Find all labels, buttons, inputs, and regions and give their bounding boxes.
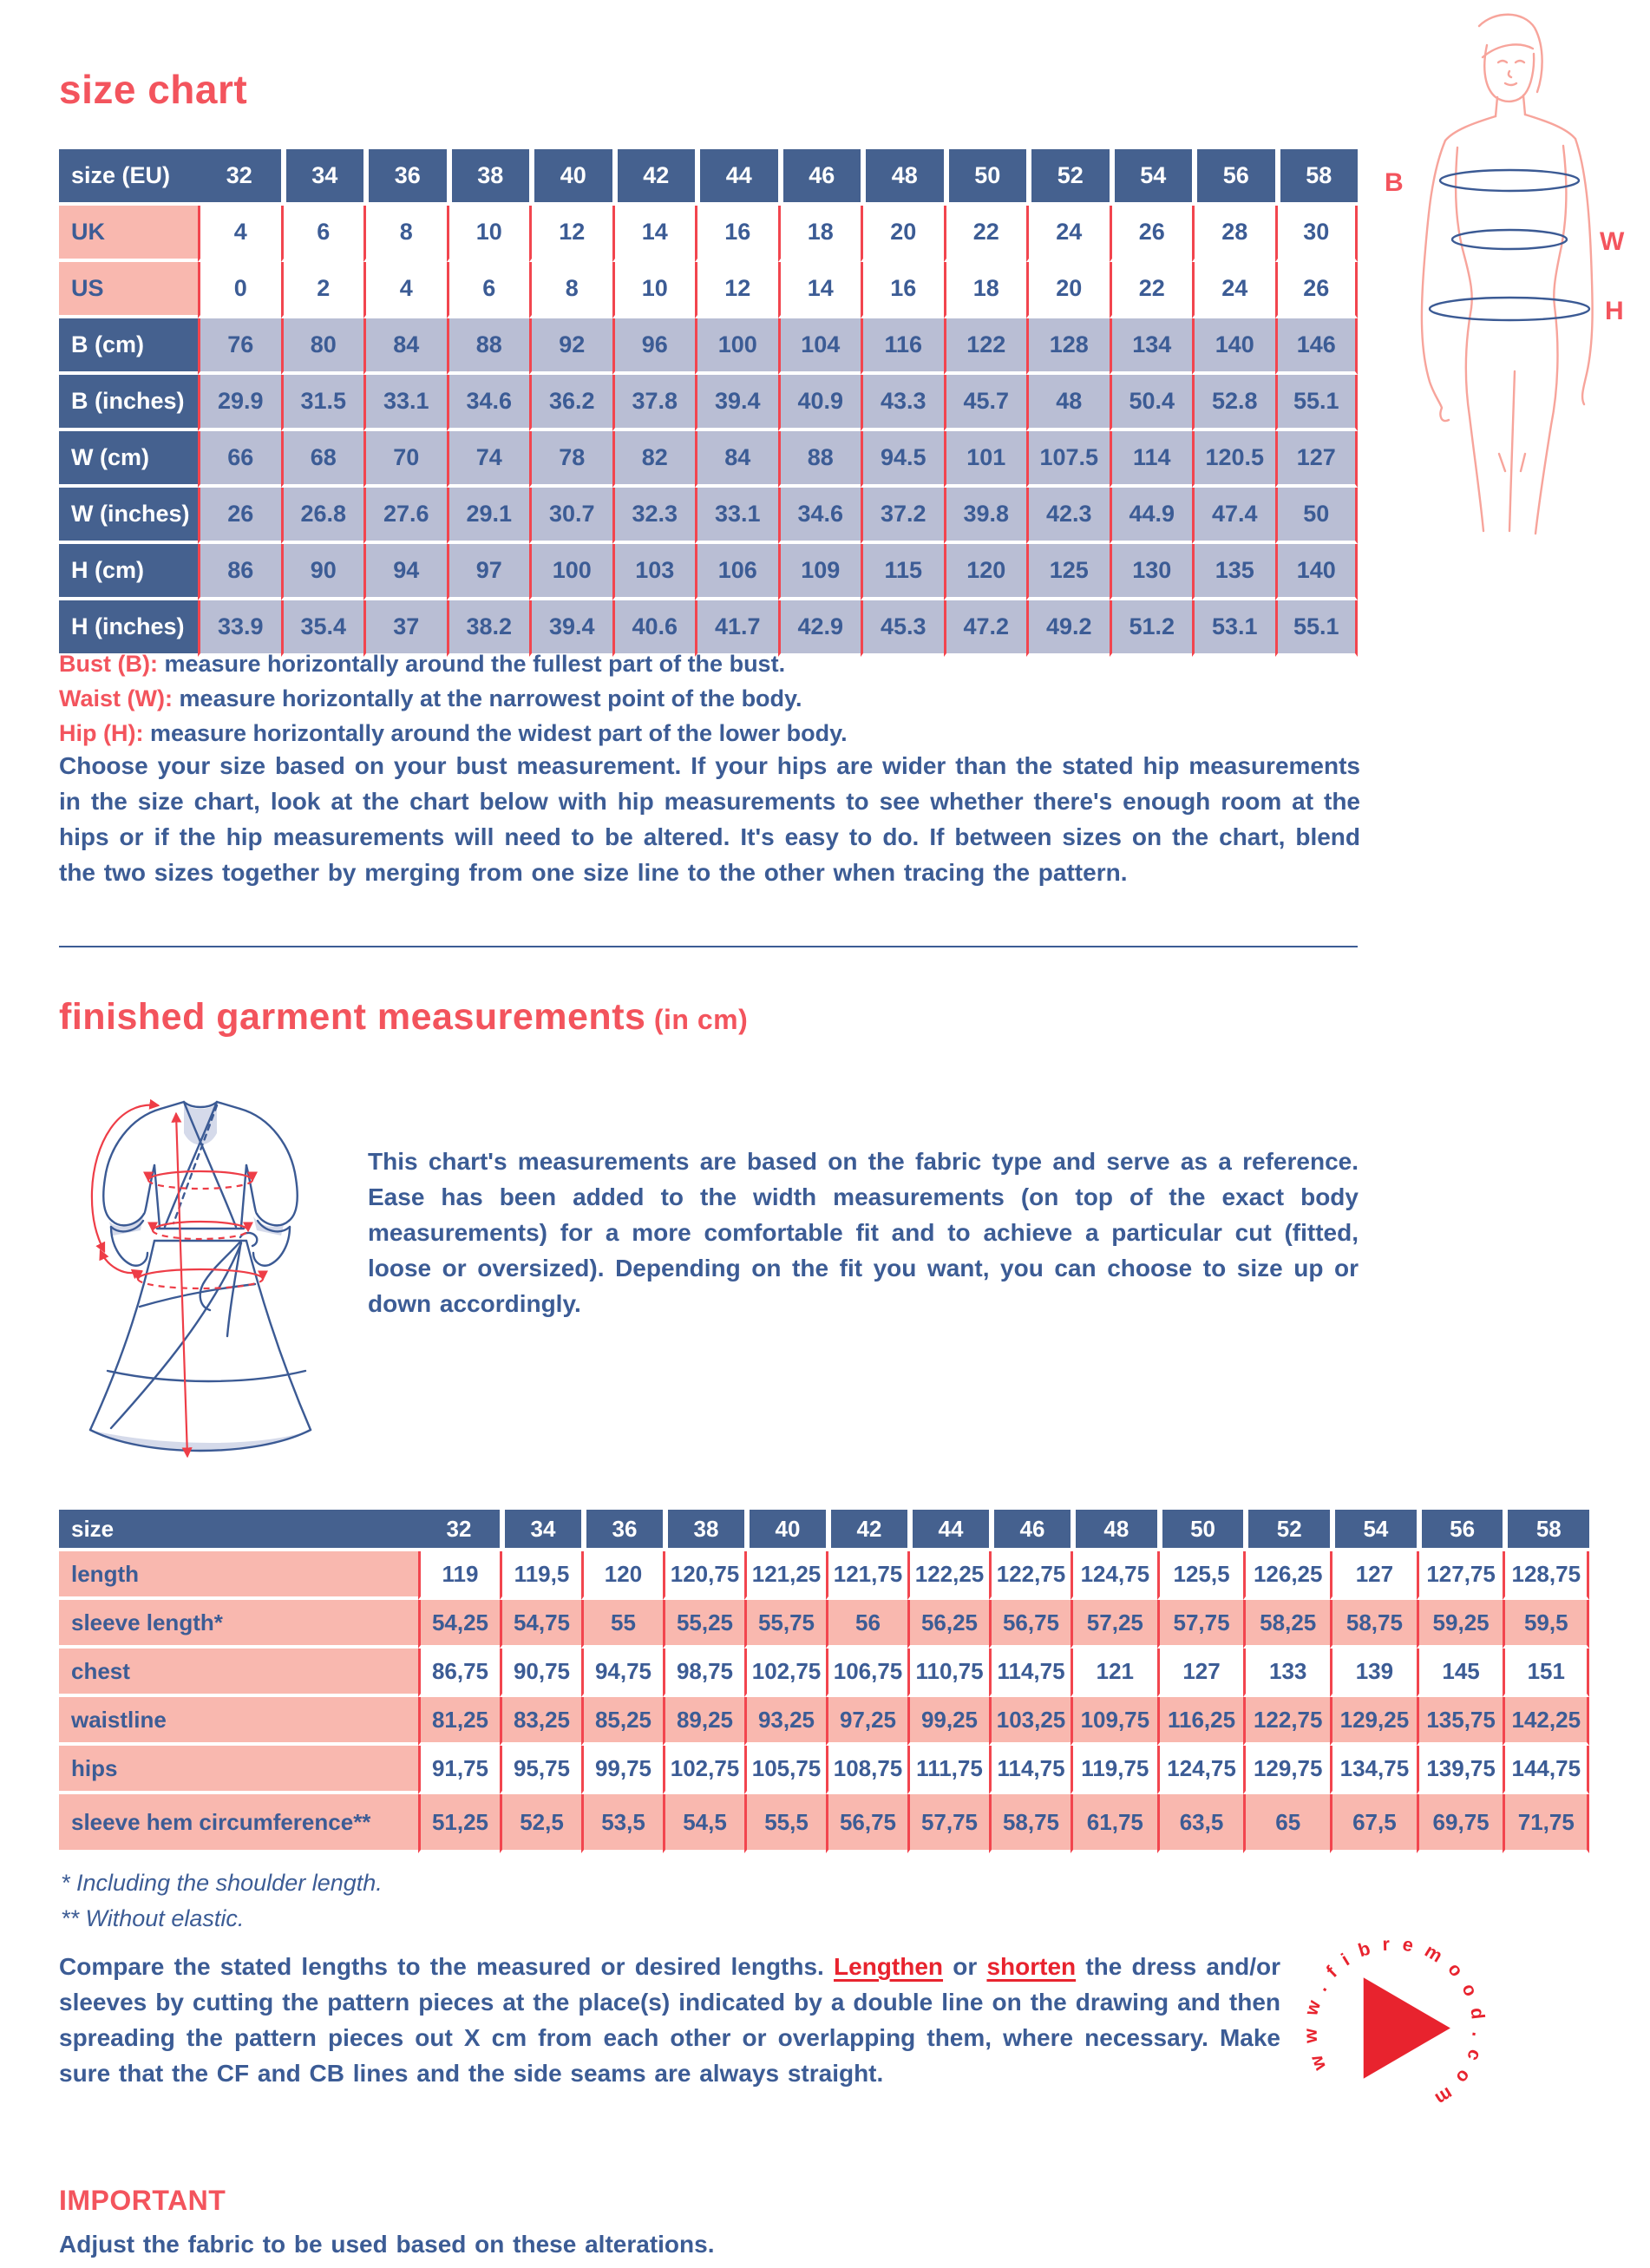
table-cell: 128,75 bbox=[1503, 1551, 1589, 1600]
table-cell: 36.2 bbox=[529, 375, 612, 431]
table-cell: 53,5 bbox=[581, 1794, 663, 1853]
table-cell: 100 bbox=[529, 544, 612, 600]
table-cell: 90,75 bbox=[500, 1649, 581, 1697]
table-cell: 94,75 bbox=[581, 1649, 663, 1697]
table-cell: 55,5 bbox=[744, 1794, 826, 1853]
table-cell: 26 bbox=[1110, 206, 1193, 262]
table-cell: 30 bbox=[1275, 206, 1359, 262]
table-row bbox=[59, 1794, 1589, 1853]
table-cell: 54,75 bbox=[500, 1600, 581, 1649]
table-cell: 37.2 bbox=[861, 488, 944, 544]
table-cell: 145 bbox=[1417, 1649, 1503, 1697]
size-column-header: 36 bbox=[363, 149, 447, 206]
table-cell: 81,25 bbox=[418, 1697, 500, 1746]
table-row bbox=[59, 1746, 1589, 1794]
table-cell: 57,75 bbox=[907, 1794, 989, 1853]
table-cell: 55,25 bbox=[663, 1600, 744, 1649]
legend-term: Waist (W): bbox=[59, 685, 173, 711]
table-cell: 86 bbox=[198, 544, 281, 600]
table-cell: 100 bbox=[695, 318, 778, 375]
table-cell: 58,75 bbox=[1330, 1600, 1417, 1649]
table-cell: 50 bbox=[1275, 488, 1359, 544]
table-cell: 121,75 bbox=[826, 1551, 907, 1600]
table-cell: 110,75 bbox=[907, 1649, 989, 1697]
size-column-header: 42 bbox=[826, 1510, 907, 1551]
table-cell: 16 bbox=[861, 262, 944, 318]
table-row bbox=[59, 488, 1358, 544]
table-cell: 57,75 bbox=[1157, 1600, 1244, 1649]
table-footnotes bbox=[61, 1865, 383, 1937]
table-cell: 139,75 bbox=[1417, 1746, 1503, 1794]
table-cell: 12 bbox=[695, 262, 778, 318]
footnote-elastic: ** Without elastic. bbox=[61, 1905, 245, 1931]
row-label: hips bbox=[59, 1746, 418, 1794]
table-cell: 33.1 bbox=[695, 488, 778, 544]
table-cell: 124,75 bbox=[1157, 1746, 1244, 1794]
table-cell: 54,25 bbox=[418, 1600, 500, 1649]
table-cell: 127,75 bbox=[1417, 1551, 1503, 1600]
table-cell: 126,25 bbox=[1243, 1551, 1330, 1600]
table-cell: 111,75 bbox=[907, 1746, 989, 1794]
table-cell: 24 bbox=[1026, 206, 1110, 262]
table-cell: 116 bbox=[861, 318, 944, 375]
row-label: length bbox=[59, 1551, 418, 1600]
table-cell: 34.6 bbox=[778, 488, 861, 544]
table-cell: 140 bbox=[1192, 318, 1275, 375]
legend-text: measure horizontally around the fullest part of the bust. bbox=[157, 651, 786, 677]
table-cell: 94.5 bbox=[861, 431, 944, 488]
table-cell: 28 bbox=[1192, 206, 1275, 262]
table-row bbox=[59, 1697, 1589, 1746]
table-cell: 45.7 bbox=[944, 375, 1027, 431]
important-text: Adjust the fabric to be used based on these alterations. bbox=[59, 2231, 715, 2258]
table-cell: 120,75 bbox=[663, 1551, 744, 1600]
size-column-header: 54 bbox=[1110, 149, 1193, 206]
dress-shading bbox=[90, 1104, 311, 1452]
table-cell: 135 bbox=[1192, 544, 1275, 600]
table-cell: 24 bbox=[1192, 262, 1275, 318]
table-cell: 101 bbox=[944, 431, 1027, 488]
table-row bbox=[59, 1551, 1589, 1600]
table-cell: 99,25 bbox=[907, 1697, 989, 1746]
table-cell: 65 bbox=[1243, 1794, 1330, 1853]
table-cell: 56,75 bbox=[826, 1794, 907, 1853]
table-cell: 120 bbox=[581, 1551, 663, 1600]
table-cell: 127 bbox=[1330, 1551, 1417, 1600]
table-cell: 74 bbox=[447, 431, 530, 488]
table-cell: 56,75 bbox=[989, 1600, 1071, 1649]
table-cell: 37.8 bbox=[612, 375, 696, 431]
table-cell: 52,5 bbox=[500, 1794, 581, 1853]
table-cell: 4 bbox=[198, 206, 281, 262]
table-cell: 88 bbox=[447, 318, 530, 375]
table-cell: 52.8 bbox=[1192, 375, 1275, 431]
footnote-shoulder: * Including the shoulder length. bbox=[61, 1870, 383, 1896]
table-cell: 89,25 bbox=[663, 1697, 744, 1746]
table-cell: 29.1 bbox=[447, 488, 530, 544]
legend-term: Bust (B): bbox=[59, 651, 158, 677]
table-cell: 66 bbox=[198, 431, 281, 488]
table-cell: 34.6 bbox=[447, 375, 530, 431]
row-label: H (cm) bbox=[59, 544, 198, 600]
row-label: H (inches) bbox=[59, 600, 198, 657]
table-cell: 18 bbox=[778, 206, 861, 262]
table-cell: 127 bbox=[1275, 431, 1359, 488]
garment-measurements-table bbox=[59, 1510, 1589, 1853]
table-cell: 42.3 bbox=[1026, 488, 1110, 544]
table-cell: 69,75 bbox=[1417, 1794, 1503, 1853]
table-cell: 12 bbox=[529, 206, 612, 262]
table-cell: 76 bbox=[198, 318, 281, 375]
table-cell: 39.4 bbox=[529, 600, 612, 657]
finished-garment-title-unit: (in cm) bbox=[645, 1004, 749, 1035]
highlighted-word: Lengthen bbox=[834, 1953, 944, 1980]
table-header-row bbox=[59, 149, 1358, 206]
size-column-header: 48 bbox=[861, 149, 944, 206]
table-cell: 142,25 bbox=[1503, 1697, 1589, 1746]
size-column-header: 32 bbox=[418, 1510, 500, 1551]
table-cell: 68 bbox=[281, 431, 364, 488]
table-cell: 106 bbox=[695, 544, 778, 600]
table-header-label: size bbox=[59, 1510, 418, 1551]
table-cell: 51,25 bbox=[418, 1794, 500, 1853]
table-cell: 134 bbox=[1110, 318, 1193, 375]
table-cell: 84 bbox=[695, 431, 778, 488]
row-label: US bbox=[59, 262, 198, 318]
table-cell: 30.7 bbox=[529, 488, 612, 544]
table-cell: 115 bbox=[861, 544, 944, 600]
table-cell: 71,75 bbox=[1503, 1794, 1589, 1853]
legend-line-hip bbox=[59, 716, 848, 751]
size-column-header: 44 bbox=[907, 1510, 989, 1551]
table-cell: 97,25 bbox=[826, 1697, 907, 1746]
logo-url-text: www.fibremood.com bbox=[1300, 1933, 1490, 2116]
row-label: B (inches) bbox=[59, 375, 198, 431]
dress-outline bbox=[90, 1102, 311, 1451]
table-cell: 63,5 bbox=[1157, 1794, 1244, 1853]
table-cell: 57,25 bbox=[1071, 1600, 1157, 1649]
table-cell: 93,25 bbox=[744, 1697, 826, 1746]
size-column-header: 46 bbox=[989, 1510, 1071, 1551]
table-cell: 98,75 bbox=[663, 1649, 744, 1697]
table-cell: 14 bbox=[778, 262, 861, 318]
table-cell: 99,75 bbox=[581, 1746, 663, 1794]
dress-measure-arrows bbox=[92, 1105, 263, 1456]
table-cell: 47.2 bbox=[944, 600, 1027, 657]
table-cell: 122,25 bbox=[907, 1551, 989, 1600]
table-cell: 35.4 bbox=[281, 600, 364, 657]
table-cell: 119 bbox=[418, 1551, 500, 1600]
table-cell: 55.1 bbox=[1275, 600, 1359, 657]
table-cell: 134,75 bbox=[1330, 1746, 1417, 1794]
table-row bbox=[59, 262, 1358, 318]
table-cell: 121 bbox=[1071, 1649, 1157, 1697]
table-cell: 26.8 bbox=[281, 488, 364, 544]
choose-size-paragraph: Choose your size based on your bust measurement. If your hips are wider than the stated hip measurements in the size chart, look at the chart below with hip measurements to see whether there's enough room at the hips or if the hip measurements will need to be altered. It's easy to do. If between sizes on the chart, blend the two sizes together by merging from one size line to the other when tracing the pattern. bbox=[59, 752, 1360, 886]
table-cell: 139 bbox=[1330, 1649, 1417, 1697]
table-cell: 109,75 bbox=[1071, 1697, 1157, 1746]
table-cell: 91,75 bbox=[418, 1746, 500, 1794]
table-cell: 125,5 bbox=[1157, 1551, 1244, 1600]
table-cell: 103,25 bbox=[989, 1697, 1071, 1746]
table-cell: 107.5 bbox=[1026, 431, 1110, 488]
table-cell: 45.3 bbox=[861, 600, 944, 657]
table-cell: 26 bbox=[1275, 262, 1359, 318]
table-cell: 114 bbox=[1110, 431, 1193, 488]
size-column-header: 32 bbox=[198, 149, 281, 206]
legend-term: Hip (H): bbox=[59, 720, 144, 746]
table-row bbox=[59, 544, 1358, 600]
text-segment: the dress and/or sleeves by cutting the pattern pieces at the place(s) indicated by a double line on the drawing and then spreading the pattern pieces out X cm from each other or overlapping them, where necessary. Make sure that the CF and CB lines and the side seams are always straight. bbox=[59, 1953, 1280, 2087]
table-cell: 105,75 bbox=[744, 1746, 826, 1794]
size-column-header: 34 bbox=[500, 1510, 581, 1551]
size-column-header: 34 bbox=[281, 149, 364, 206]
table-cell: 124,75 bbox=[1071, 1551, 1157, 1600]
table-cell: 94 bbox=[363, 544, 447, 600]
size-column-header: 38 bbox=[447, 149, 530, 206]
table-cell: 18 bbox=[944, 262, 1027, 318]
waist-label: W bbox=[1600, 227, 1625, 256]
table-cell: 39.8 bbox=[944, 488, 1027, 544]
hip-label: H bbox=[1605, 297, 1624, 325]
woman-outline bbox=[1422, 15, 1593, 534]
table-cell: 92 bbox=[529, 318, 612, 375]
table-cell: 88 bbox=[778, 431, 861, 488]
table-cell: 103 bbox=[612, 544, 696, 600]
compare-lengths-paragraph bbox=[59, 1949, 1280, 2091]
highlighted-word: shorten bbox=[986, 1953, 1077, 1980]
size-column-header: 38 bbox=[663, 1510, 744, 1551]
table-cell: 80 bbox=[281, 318, 364, 375]
table-cell: 48 bbox=[1026, 375, 1110, 431]
table-cell: 55,75 bbox=[744, 1600, 826, 1649]
table-cell: 67,5 bbox=[1330, 1794, 1417, 1853]
table-cell: 41.7 bbox=[695, 600, 778, 657]
table-cell: 70 bbox=[363, 431, 447, 488]
text-segment: or bbox=[943, 1953, 987, 1980]
table-cell: 128 bbox=[1026, 318, 1110, 375]
size-column-header: 56 bbox=[1417, 1510, 1503, 1551]
garment-measurements-paragraph: This chart's measurements are based on the fabric type and serve as a reference. Ease has been added to the width measurements (on top of the exact body measurements) for a more comfortable fit and to achieve a particular cut (fitted, loose or oversized). Depending on the fit you want, you can choose to size up or down accordingly. bbox=[368, 1148, 1359, 1317]
table-cell: 53.1 bbox=[1192, 600, 1275, 657]
table-cell: 135,75 bbox=[1417, 1697, 1503, 1746]
table-cell: 47.4 bbox=[1192, 488, 1275, 544]
size-column-header: 52 bbox=[1026, 149, 1110, 206]
table-cell: 32.3 bbox=[612, 488, 696, 544]
size-column-header: 42 bbox=[612, 149, 696, 206]
size-column-header: 58 bbox=[1503, 1510, 1589, 1551]
finished-garment-title-main: finished garment measurements bbox=[59, 996, 646, 1038]
size-column-header: 54 bbox=[1330, 1510, 1417, 1551]
table-row bbox=[59, 1600, 1589, 1649]
row-label: UK bbox=[59, 206, 198, 262]
table-cell: 2 bbox=[281, 262, 364, 318]
table-cell: 82 bbox=[612, 431, 696, 488]
table-cell: 120.5 bbox=[1192, 431, 1275, 488]
table-cell: 84 bbox=[363, 318, 447, 375]
table-cell: 122,75 bbox=[1243, 1697, 1330, 1746]
table-cell: 122 bbox=[944, 318, 1027, 375]
size-column-header: 52 bbox=[1243, 1510, 1330, 1551]
table-cell: 4 bbox=[363, 262, 447, 318]
table-cell: 129,75 bbox=[1243, 1746, 1330, 1794]
table-cell: 95,75 bbox=[500, 1746, 581, 1794]
table-cell: 108,75 bbox=[826, 1746, 907, 1794]
table-cell: 10 bbox=[612, 262, 696, 318]
table-cell: 39.4 bbox=[695, 375, 778, 431]
row-label: B (cm) bbox=[59, 318, 198, 375]
table-cell: 102,75 bbox=[744, 1649, 826, 1697]
table-cell: 116,25 bbox=[1157, 1697, 1244, 1746]
table-cell: 86,75 bbox=[418, 1649, 500, 1697]
table-cell: 61,75 bbox=[1071, 1794, 1157, 1853]
size-column-header: 48 bbox=[1071, 1510, 1157, 1551]
size-column-header: 50 bbox=[944, 149, 1027, 206]
size-chart-table bbox=[59, 149, 1358, 657]
table-cell: 22 bbox=[1110, 262, 1193, 318]
section-divider bbox=[59, 946, 1358, 947]
table-cell: 14 bbox=[612, 206, 696, 262]
body-measurement-figure bbox=[1378, 7, 1640, 547]
size-column-header: 46 bbox=[778, 149, 861, 206]
bust-label: B bbox=[1385, 168, 1404, 197]
table-cell: 50.4 bbox=[1110, 375, 1193, 431]
table-cell: 83,25 bbox=[500, 1697, 581, 1746]
table-cell: 96 bbox=[612, 318, 696, 375]
table-row bbox=[59, 1649, 1589, 1697]
table-cell: 33.9 bbox=[198, 600, 281, 657]
size-column-header: 50 bbox=[1157, 1510, 1244, 1551]
size-column-header: 44 bbox=[695, 149, 778, 206]
row-label: waistline bbox=[59, 1697, 418, 1746]
table-cell: 54,5 bbox=[663, 1794, 744, 1853]
table-cell: 43.3 bbox=[861, 375, 944, 431]
table-cell: 22 bbox=[944, 206, 1027, 262]
table-cell: 140 bbox=[1275, 544, 1359, 600]
table-cell: 146 bbox=[1275, 318, 1359, 375]
table-row bbox=[59, 206, 1358, 262]
legend-line-bust bbox=[59, 646, 848, 681]
size-column-header: 36 bbox=[581, 1510, 663, 1551]
table-cell: 104 bbox=[778, 318, 861, 375]
table-cell: 144,75 bbox=[1503, 1746, 1589, 1794]
table-cell: 102,75 bbox=[663, 1746, 744, 1794]
measurement-legend bbox=[59, 646, 848, 751]
table-cell: 40.9 bbox=[778, 375, 861, 431]
table-cell: 20 bbox=[1026, 262, 1110, 318]
legend-text: measure horizontally around the widest part of the lower body. bbox=[143, 720, 848, 746]
text-segment: Compare the stated lengths to the measured or desired lengths. bbox=[59, 1953, 835, 1980]
table-cell: 51.2 bbox=[1110, 600, 1193, 657]
table-cell: 56 bbox=[826, 1600, 907, 1649]
table-cell: 122,75 bbox=[989, 1551, 1071, 1600]
table-cell: 78 bbox=[529, 431, 612, 488]
table-cell: 55 bbox=[581, 1600, 663, 1649]
table-cell: 121,25 bbox=[744, 1551, 826, 1600]
table-cell: 97 bbox=[447, 544, 530, 600]
row-label: W (inches) bbox=[59, 488, 198, 544]
table-cell: 85,25 bbox=[581, 1697, 663, 1746]
row-label: W (cm) bbox=[59, 431, 198, 488]
table-cell: 0 bbox=[198, 262, 281, 318]
table-cell: 20 bbox=[861, 206, 944, 262]
table-cell: 130 bbox=[1110, 544, 1193, 600]
row-label: sleeve hem circumference** bbox=[59, 1794, 418, 1853]
table-cell: 59,5 bbox=[1503, 1600, 1589, 1649]
table-cell: 58,25 bbox=[1243, 1600, 1330, 1649]
table-cell: 125 bbox=[1026, 544, 1110, 600]
table-cell: 129,25 bbox=[1330, 1697, 1417, 1746]
table-cell: 27.6 bbox=[363, 488, 447, 544]
size-column-header: 40 bbox=[744, 1510, 826, 1551]
table-cell: 16 bbox=[695, 206, 778, 262]
table-cell: 37 bbox=[363, 600, 447, 657]
size-column-header: 56 bbox=[1192, 149, 1275, 206]
row-label: sleeve length* bbox=[59, 1600, 418, 1649]
table-cell: 90 bbox=[281, 544, 364, 600]
logo-triangle-icon bbox=[1364, 1977, 1450, 2078]
table-cell: 109 bbox=[778, 544, 861, 600]
table-cell: 127 bbox=[1157, 1649, 1244, 1697]
size-column-header: 40 bbox=[529, 149, 612, 206]
table-cell: 8 bbox=[529, 262, 612, 318]
table-cell: 120 bbox=[944, 544, 1027, 600]
important-heading: IMPORTANT bbox=[59, 2185, 226, 2216]
table-header-row bbox=[59, 1510, 1589, 1551]
table-header-label: size (EU) bbox=[59, 149, 198, 206]
table-cell: 49.2 bbox=[1026, 600, 1110, 657]
table-cell: 58,75 bbox=[989, 1794, 1071, 1853]
table-cell: 33.1 bbox=[363, 375, 447, 431]
table-row bbox=[59, 318, 1358, 375]
finished-garment-title bbox=[59, 996, 748, 1039]
table-cell: 114,75 bbox=[989, 1746, 1071, 1794]
table-cell: 29.9 bbox=[198, 375, 281, 431]
table-cell: 42.9 bbox=[778, 600, 861, 657]
table-cell: 38.2 bbox=[447, 600, 530, 657]
row-label: chest bbox=[59, 1649, 418, 1697]
page-title: size chart bbox=[59, 67, 248, 112]
dress-illustration bbox=[57, 1083, 347, 1477]
table-cell: 133 bbox=[1243, 1649, 1330, 1697]
table-cell: 55.1 bbox=[1275, 375, 1359, 431]
table-cell: 10 bbox=[447, 206, 530, 262]
table-cell: 44.9 bbox=[1110, 488, 1193, 544]
legend-line-waist bbox=[59, 681, 848, 716]
table-cell: 6 bbox=[281, 206, 364, 262]
table-cell: 119,75 bbox=[1071, 1746, 1157, 1794]
fibremood-logo bbox=[1293, 1926, 1496, 2130]
table-cell: 40.6 bbox=[612, 600, 696, 657]
table-cell: 151 bbox=[1503, 1649, 1589, 1697]
table-cell: 106,75 bbox=[826, 1649, 907, 1697]
table-cell: 114,75 bbox=[989, 1649, 1071, 1697]
table-cell: 26 bbox=[198, 488, 281, 544]
table-cell: 119,5 bbox=[500, 1551, 581, 1600]
table-cell: 6 bbox=[447, 262, 530, 318]
table-cell: 56,25 bbox=[907, 1600, 989, 1649]
table-cell: 8 bbox=[363, 206, 447, 262]
legend-text: measure horizontally at the narrowest point of the body. bbox=[172, 685, 802, 711]
size-column-header: 58 bbox=[1275, 149, 1359, 206]
table-cell: 31.5 bbox=[281, 375, 364, 431]
table-row bbox=[59, 431, 1358, 488]
table-row bbox=[59, 375, 1358, 431]
table-cell: 59,25 bbox=[1417, 1600, 1503, 1649]
